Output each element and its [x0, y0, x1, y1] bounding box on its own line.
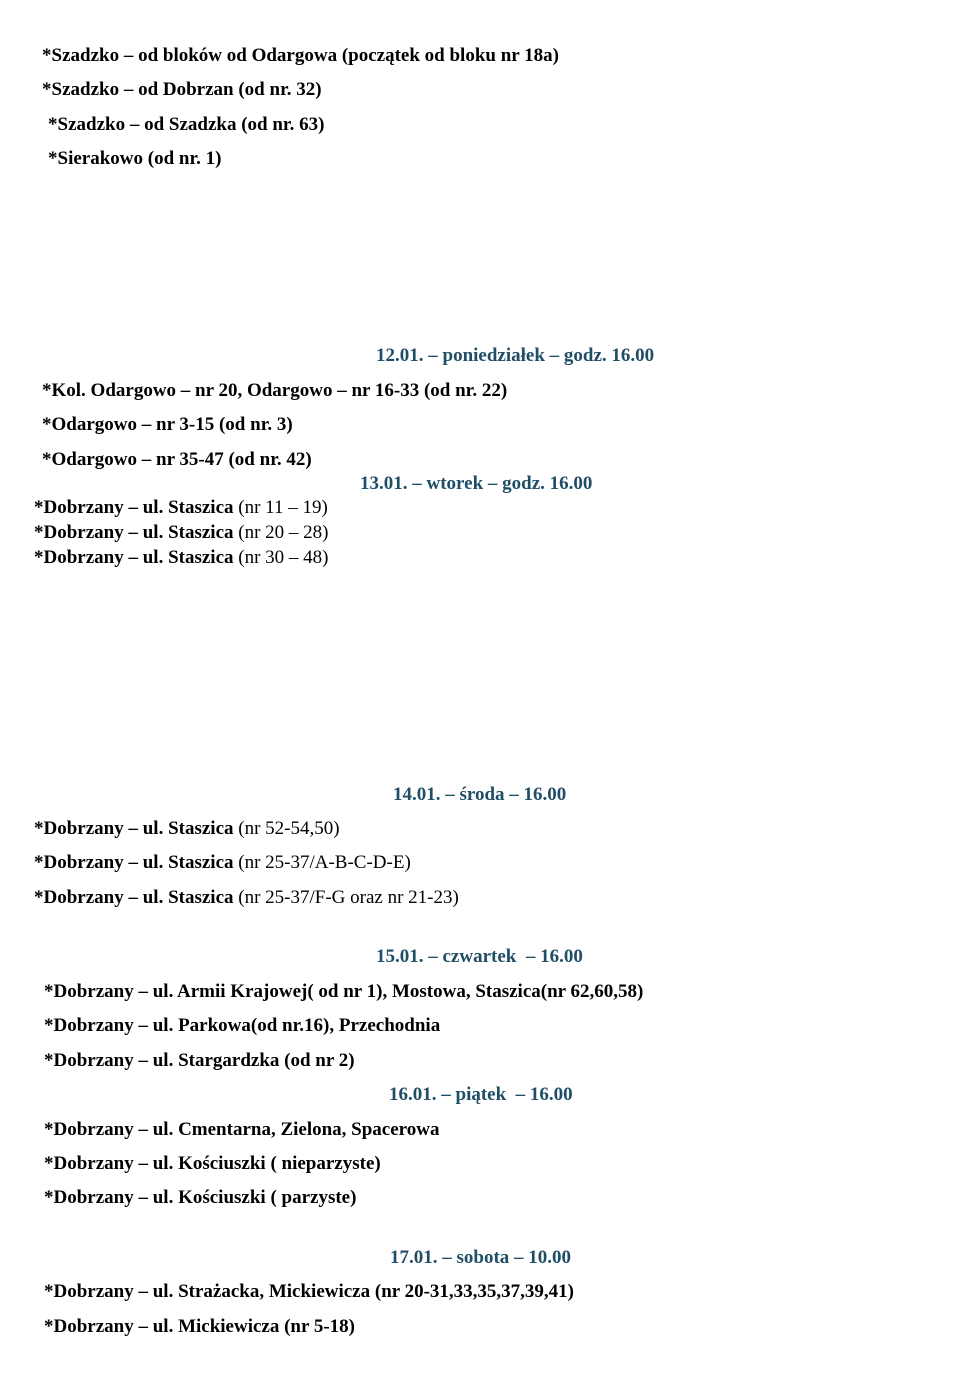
house-range: (nr 30 – 48) [238, 547, 329, 568]
day-heading-1501: 15.01. – czwartek – 16.00 [376, 946, 583, 967]
day-heading-1301: 13.01. – wtorek – godz. 16.00 [360, 473, 593, 494]
list-item: *Dobrzany – ul. Cmentarna, Zielona, Spacerowa [44, 1119, 440, 1140]
list-item: *Odargowo – nr 35-47 (od nr. 42) [42, 449, 312, 470]
list-item: *Dobrzany – ul. Stargardzka (od nr 2) [44, 1050, 355, 1071]
house-range: (nr 11 – 19) [238, 497, 328, 518]
house-range: (nr 52-54,50) [238, 818, 340, 839]
list-item [34, 497, 328, 519]
list-item [34, 852, 411, 874]
list-item: *Dobrzany – ul. Mickiewicza (nr 5-18) [44, 1316, 355, 1337]
list-item: *Sierakowo (od nr. 1) [48, 148, 222, 169]
list-item: *Odargowo – nr 3-15 (od nr. 3) [42, 414, 293, 435]
list-item: *Dobrzany – ul. Kościuszki ( parzyste) [44, 1187, 357, 1208]
street-label: *Dobrzany – ul. Staszica [34, 852, 239, 873]
list-item: *Szadzko – od Szadzka (od nr. 63) [48, 114, 325, 135]
list-item: *Szadzko – od bloków od Odargowa (początek od bloku nr 18a) [42, 45, 559, 66]
day-heading-1701: 17.01. – sobota – 10.00 [390, 1247, 572, 1268]
street-label: *Dobrzany – ul. Staszica [34, 818, 239, 839]
list-item: *Dobrzany – ul. Kościuszki ( nieparzyste) [44, 1153, 381, 1174]
street-label: *Dobrzany – ul. Staszica [34, 497, 239, 518]
day-heading-1201: 12.01. – poniedziałek – godz. 16.00 [376, 345, 655, 366]
list-item: *Dobrzany – ul. Parkowa(od nr.16), Przechodnia [44, 1015, 441, 1036]
day-heading-1601: 16.01. – piątek – 16.00 [389, 1084, 573, 1105]
street-label: *Dobrzany – ul. Staszica [34, 547, 239, 568]
list-item: *Dobrzany – ul. Armii Krajowej( od nr 1), Mostowa, Staszica(nr 62,60,58) [44, 981, 644, 1002]
street-label: *Dobrzany – ul. Staszica [34, 522, 239, 543]
house-range: (nr 25-37/A-B-C-D-E) [238, 852, 411, 873]
list-item: *Kol. Odargowo – nr 20, Odargowo – nr 16-33 (od nr. 22) [42, 380, 508, 401]
list-item: *Szadzko – od Dobrzan (od nr. 32) [42, 79, 322, 100]
house-range: (nr 25-37/F-G oraz nr 21-23) [238, 887, 459, 908]
street-label: *Dobrzany – ul. Staszica [34, 887, 239, 908]
list-item [34, 547, 328, 569]
house-range: (nr 20 – 28) [238, 522, 329, 543]
list-item [34, 887, 459, 909]
day-heading-1401: 14.01. – środa – 16.00 [393, 784, 567, 805]
list-item [34, 522, 328, 544]
list-item: *Dobrzany – ul. Strażacka, Mickiewicza (nr 20-31,33,35,37,39,41) [44, 1281, 575, 1302]
list-item [34, 818, 340, 840]
